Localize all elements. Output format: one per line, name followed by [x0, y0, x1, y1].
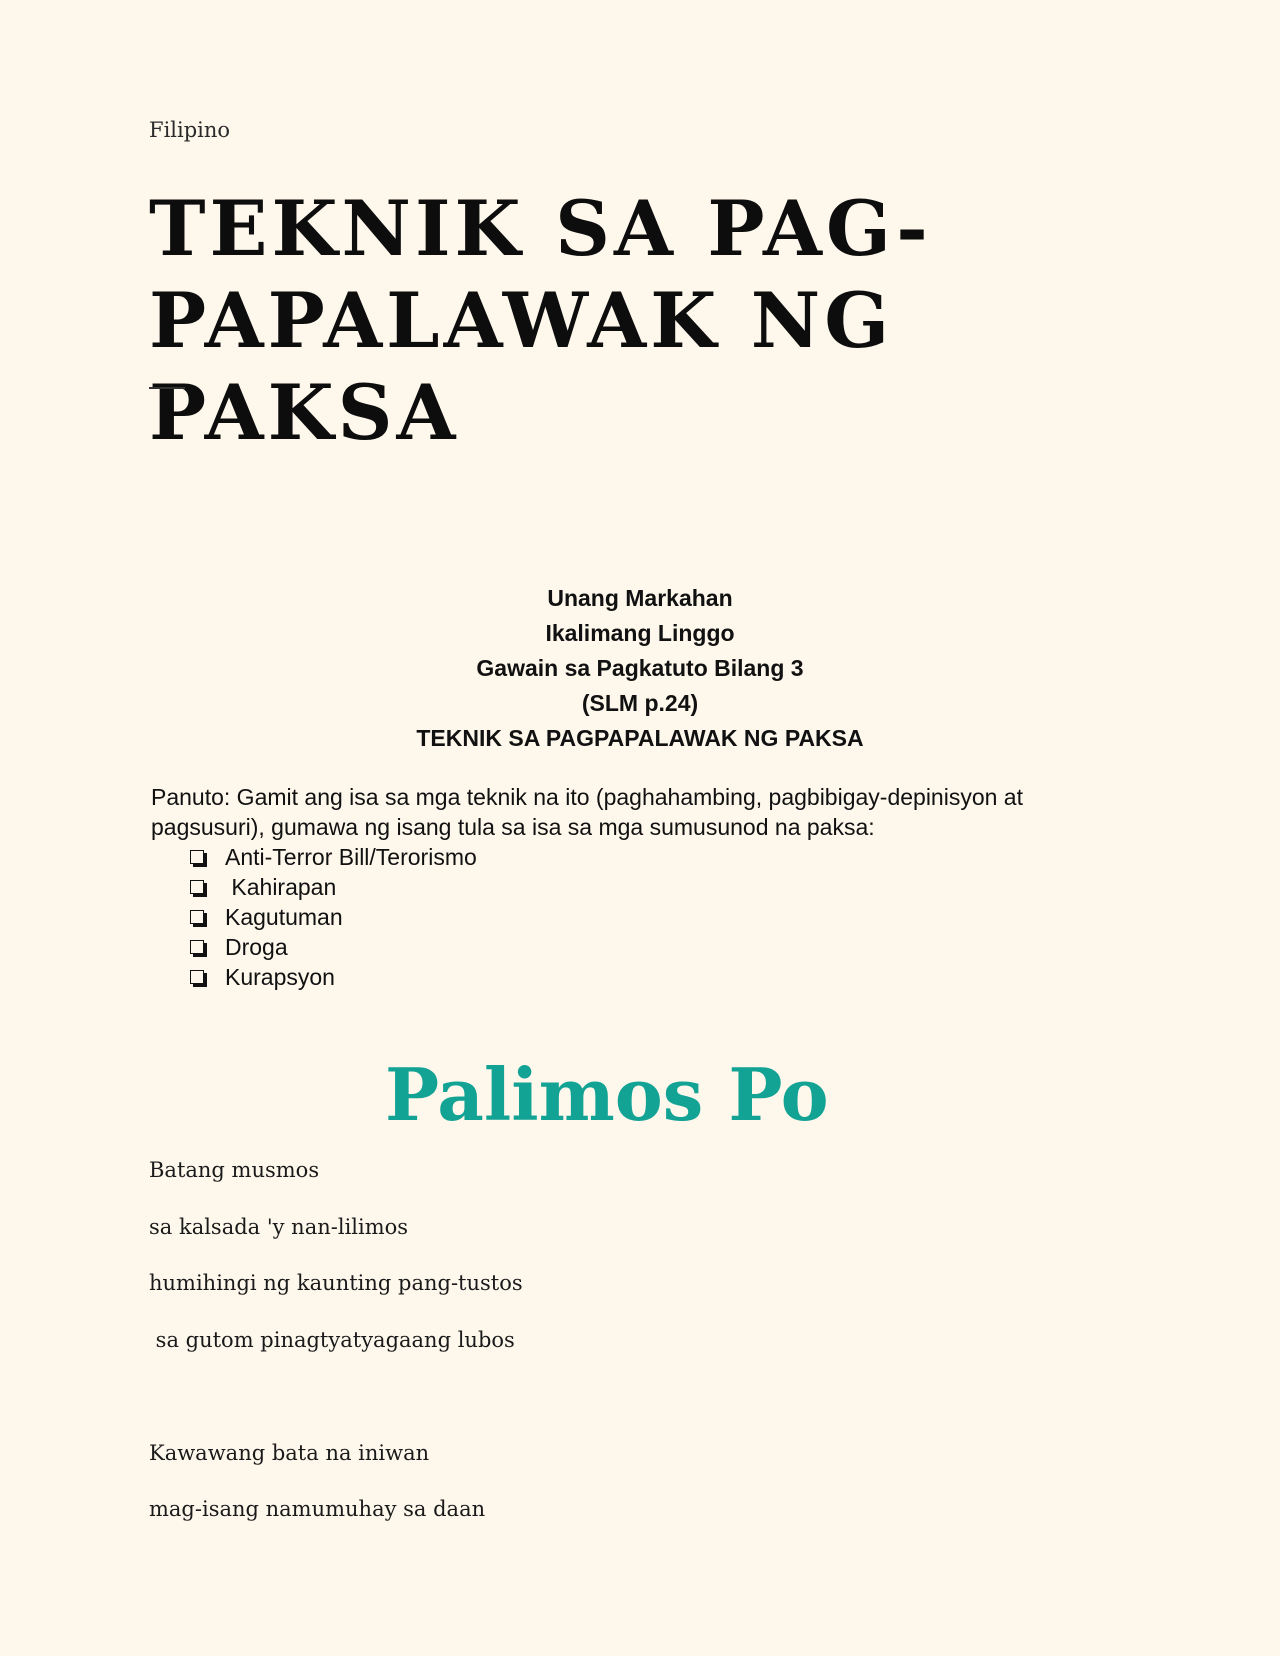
list-item — [190, 962, 477, 992]
instructions-text: Panuto: Gamit ang isa sa mga teknik na ito (paghahambing, pagbibigay-depinisyon at pagsusuri), gumawa ng isang tula sa isa sa mga sumusunod na paksa: — [151, 784, 1023, 840]
lesson-info — [0, 581, 1280, 756]
poem-title: Palimos Po — [385, 1052, 829, 1137]
topic-text: Kagutuman — [225, 904, 343, 930]
checkbox-bullet-icon — [190, 880, 204, 894]
week-label: Ikalimang Linggo — [545, 620, 735, 646]
checkbox-bullet-icon — [190, 910, 204, 924]
page-title — [149, 183, 1149, 459]
activity-label: Gawain sa Pagkatuto Bilang 3 — [476, 655, 804, 681]
quarter-label: Unang Markahan — [547, 585, 733, 611]
topic-text: Anti-Terror Bill/Terorismo — [225, 844, 477, 870]
list-item — [190, 842, 477, 872]
page-title-line-1: TEKNIK SA PAG- — [149, 184, 932, 273]
checkbox-bullet-icon — [190, 970, 204, 984]
title-divider — [149, 387, 185, 389]
topic-text: Droga — [225, 934, 288, 960]
topic-text: Kurapsyon — [225, 964, 335, 990]
page-title-line-2: PAPALAWAK NG PAKSA — [149, 276, 894, 457]
checkbox-bullet-icon — [190, 940, 204, 954]
list-item — [190, 872, 477, 902]
poem-line: sa kalsada 'y nan-lilimos — [149, 1215, 409, 1239]
topic-text: Kahirapan — [225, 874, 337, 900]
topic-label: TEKNIK SA PAGPAPALAWAK NG PAKSA — [416, 725, 864, 751]
poem-line: humihingi ng kaunting pang-tustos — [149, 1271, 523, 1295]
poem-line: Batang musmos — [149, 1158, 320, 1182]
poem-line: mag-isang namumuhay sa daan — [149, 1497, 486, 1521]
checkbox-bullet-icon — [190, 850, 204, 864]
poem-line: sa gutom pinagtyatyagaang lubos — [149, 1328, 515, 1352]
list-item — [190, 932, 477, 962]
reference-label: (SLM p.24) — [581, 690, 699, 716]
topic-list — [190, 842, 477, 992]
subject-label: Filipino — [149, 118, 231, 142]
poem-line: Kawawang bata na iniwan — [149, 1441, 430, 1465]
list-item — [190, 902, 477, 932]
